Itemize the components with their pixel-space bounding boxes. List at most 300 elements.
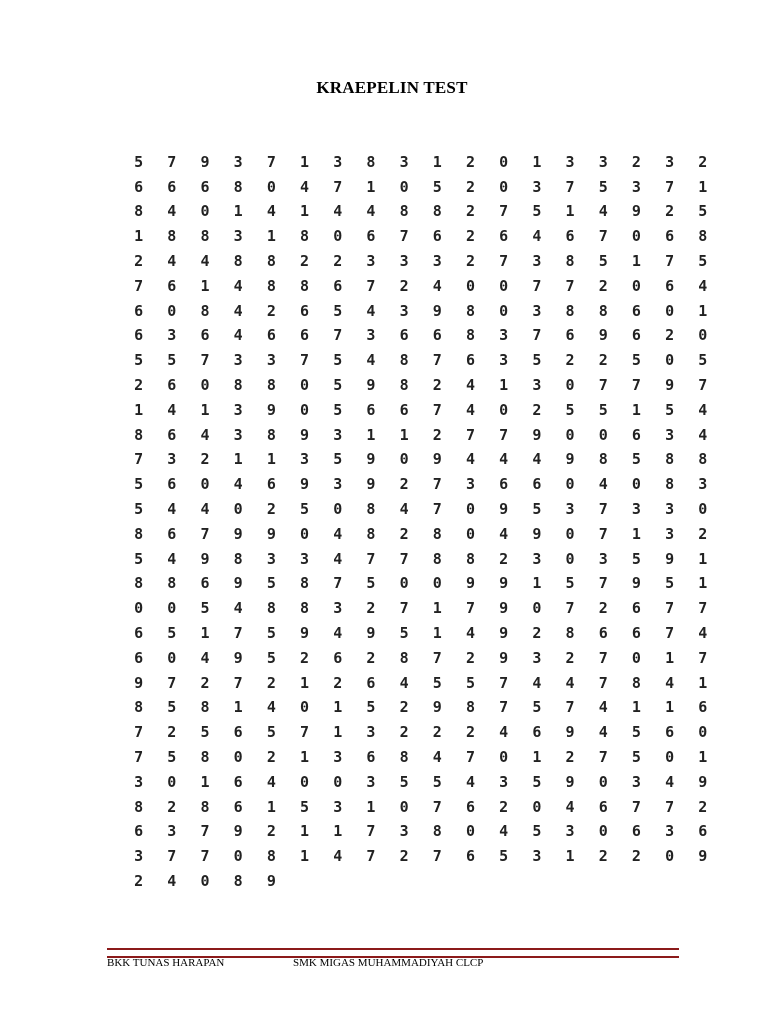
grid-digit: 0 <box>465 276 475 295</box>
grid-digit: 7 <box>499 673 509 692</box>
grid-digit: 8 <box>233 549 243 568</box>
grid-digit: 4 <box>698 276 708 295</box>
grid-digit: 6 <box>465 351 475 370</box>
grid-digit: 5 <box>167 624 177 643</box>
grid-digit: 2 <box>465 252 475 271</box>
grid-digit: 1 <box>665 648 675 667</box>
grid-digit: 4 <box>200 648 210 667</box>
grid-digit: 3 <box>167 822 177 841</box>
grid-digit: 7 <box>698 376 708 395</box>
grid-digit: 1 <box>698 549 708 568</box>
grid-digit: 8 <box>665 450 675 469</box>
grid-digit: 7 <box>200 847 210 866</box>
grid-digit: 9 <box>565 723 575 742</box>
grid-digit: 0 <box>233 748 243 767</box>
grid-digit: 0 <box>167 772 177 791</box>
grid-digit: 4 <box>167 252 177 271</box>
grid-digit: 9 <box>432 301 442 320</box>
grid-digit: 0 <box>333 772 343 791</box>
grid-digit: 7 <box>432 475 442 494</box>
grid-digit: 1 <box>300 202 310 221</box>
grid-digit: 7 <box>465 748 475 767</box>
grid-digit: 6 <box>333 276 343 295</box>
grid-digit: 2 <box>631 152 641 171</box>
grid-digit: 6 <box>266 475 276 494</box>
grid-digit: 0 <box>665 351 675 370</box>
grid-digit: 6 <box>167 475 177 494</box>
grid-digit: 2 <box>399 524 409 543</box>
grid-digit: 5 <box>698 351 708 370</box>
grid-digit: 8 <box>200 797 210 816</box>
grid-digit: 2 <box>631 847 641 866</box>
grid-digit: 0 <box>532 797 542 816</box>
grid-digit: 5 <box>532 500 542 519</box>
grid-digit: 6 <box>598 624 608 643</box>
grid-digit: 0 <box>565 549 575 568</box>
grid-digit: 7 <box>432 351 442 370</box>
grid-digit: 2 <box>134 872 144 890</box>
grid-digit: 9 <box>200 549 210 568</box>
grid-digit: 1 <box>631 252 641 271</box>
grid-digit: 7 <box>233 673 243 692</box>
grid-digit: 7 <box>598 673 608 692</box>
grid-digit: 7 <box>465 599 475 618</box>
grid-digit: 4 <box>598 475 608 494</box>
number-grid <box>122 150 728 894</box>
grid-digit: 9 <box>432 450 442 469</box>
grid-digit: 5 <box>698 202 708 221</box>
grid-digit: 1 <box>266 450 276 469</box>
grid-digit: 5 <box>134 152 144 171</box>
grid-digit: 8 <box>266 252 276 271</box>
grid-digit: 8 <box>366 500 376 519</box>
grid-digit: 3 <box>333 152 343 171</box>
grid-digit: 3 <box>532 549 542 568</box>
grid-digit: 9 <box>366 450 376 469</box>
grid-digit: 5 <box>134 500 144 519</box>
grid-digit: 4 <box>167 400 177 419</box>
grid-digit: 5 <box>432 673 442 692</box>
grid-digit: 7 <box>366 822 376 841</box>
grid-digit: 1 <box>200 772 210 791</box>
grid-digit: 0 <box>598 822 608 841</box>
grid-digit: 9 <box>432 698 442 717</box>
grid-digit: 5 <box>532 698 542 717</box>
grid-digit: 0 <box>665 847 675 866</box>
grid-digit: 6 <box>399 400 409 419</box>
grid-digit: 0 <box>565 376 575 395</box>
grid-digit: 6 <box>167 524 177 543</box>
grid-digit: 5 <box>598 252 608 271</box>
grid-digit: 4 <box>233 599 243 618</box>
grid-digit: 4 <box>598 723 608 742</box>
grid-digit: 1 <box>366 425 376 444</box>
grid-digit: 6 <box>665 227 675 246</box>
grid-digit: 7 <box>167 847 177 866</box>
grid-digit: 7 <box>134 276 144 295</box>
grid-digit: 0 <box>200 872 210 890</box>
grid-digit: 3 <box>432 252 442 271</box>
grid-digit: 7 <box>134 723 144 742</box>
grid-digit: 8 <box>399 202 409 221</box>
grid-digit: 4 <box>432 748 442 767</box>
grid-digit: 4 <box>665 772 675 791</box>
grid-digit: 1 <box>233 450 243 469</box>
grid-digit: 0 <box>399 177 409 196</box>
grid-digit: 2 <box>432 723 442 742</box>
grid-digit: 2 <box>698 152 708 171</box>
grid-digit: 7 <box>665 599 675 618</box>
grid-digit: 0 <box>167 599 177 618</box>
grid-digit: 5 <box>565 400 575 419</box>
grid-digit: 5 <box>266 648 276 667</box>
grid-digit: 3 <box>532 252 542 271</box>
grid-digit: 7 <box>200 351 210 370</box>
grid-digit: 7 <box>598 574 608 593</box>
grid-digit: 8 <box>399 351 409 370</box>
grid-digit: 3 <box>366 326 376 345</box>
grid-digit: 8 <box>399 648 409 667</box>
grid-digit: 3 <box>631 177 641 196</box>
grid-digit: 3 <box>665 152 675 171</box>
grid-digit: 4 <box>465 450 475 469</box>
grid-digit: 8 <box>134 574 144 593</box>
grid-digit: 0 <box>698 500 708 519</box>
grid-digit: 7 <box>134 450 144 469</box>
grid-digit: 4 <box>499 450 509 469</box>
grid-digit: 2 <box>698 524 708 543</box>
grid-digit: 3 <box>465 475 475 494</box>
grid-digit: 7 <box>565 177 575 196</box>
grid-digit: 8 <box>399 748 409 767</box>
grid-digit: 7 <box>399 549 409 568</box>
grid-digit: 8 <box>266 376 276 395</box>
grid-digit: 5 <box>300 500 310 519</box>
grid-digit: 6 <box>300 301 310 320</box>
grid-digit: 5 <box>134 351 144 370</box>
grid-digit: 9 <box>266 872 276 890</box>
grid-digit: 8 <box>134 797 144 816</box>
grid-digit: 4 <box>465 624 475 643</box>
grid-digit: 1 <box>366 797 376 816</box>
grid-digit: 7 <box>532 326 542 345</box>
grid-digit: 5 <box>333 301 343 320</box>
grid-digit: 2 <box>200 673 210 692</box>
grid-digit: 6 <box>134 326 144 345</box>
grid-digit: 9 <box>134 673 144 692</box>
grid-digit: 2 <box>200 450 210 469</box>
grid-digit: 8 <box>167 227 177 246</box>
grid-digit: 3 <box>532 376 542 395</box>
grid-digit: 8 <box>233 872 243 890</box>
grid-digit: 6 <box>134 301 144 320</box>
grid-digit: 4 <box>300 177 310 196</box>
grid-digit: 8 <box>631 673 641 692</box>
grid-digit: 2 <box>366 599 376 618</box>
grid-digit: 5 <box>266 574 276 593</box>
grid-digit: 3 <box>333 797 343 816</box>
grid-digit: 8 <box>200 227 210 246</box>
grid-digit: 8 <box>233 252 243 271</box>
grid-digit: 8 <box>233 376 243 395</box>
grid-digit: 4 <box>465 376 475 395</box>
grid-digit: 4 <box>233 475 243 494</box>
grid-digit: 8 <box>266 425 276 444</box>
grid-digit: 5 <box>333 376 343 395</box>
grid-digit: 2 <box>532 624 542 643</box>
grid-digit: 4 <box>200 425 210 444</box>
grid-digit: 9 <box>499 500 509 519</box>
grid-digit: 2 <box>266 673 276 692</box>
grid-digit: 4 <box>266 202 276 221</box>
grid-digit: 0 <box>698 723 708 742</box>
grid-digit: 5 <box>532 351 542 370</box>
grid-digit: 5 <box>598 400 608 419</box>
grid-digit: 5 <box>200 723 210 742</box>
grid-digit: 3 <box>598 549 608 568</box>
grid-digit: 6 <box>565 326 575 345</box>
grid-digit: 5 <box>532 822 542 841</box>
grid-digit: 0 <box>233 500 243 519</box>
grid-digit: 6 <box>366 227 376 246</box>
grid-digit: 4 <box>598 698 608 717</box>
grid-digit: 0 <box>532 599 542 618</box>
grid-digit: 3 <box>565 500 575 519</box>
grid-digit: 1 <box>134 227 144 246</box>
grid-digit: 3 <box>532 301 542 320</box>
grid-digit: 7 <box>333 574 343 593</box>
grid-digit: 3 <box>233 351 243 370</box>
grid-digit: 9 <box>698 772 708 791</box>
grid-digit: 3 <box>399 252 409 271</box>
grid-digit: 8 <box>266 276 276 295</box>
grid-digit: 0 <box>200 475 210 494</box>
grid-digit: 1 <box>565 202 575 221</box>
grid-digit: 5 <box>333 351 343 370</box>
grid-digit: 0 <box>499 748 509 767</box>
grid-digit: 2 <box>698 797 708 816</box>
grid-digit: 4 <box>333 524 343 543</box>
grid-digit: 8 <box>366 524 376 543</box>
grid-digit: 3 <box>532 648 542 667</box>
grid-digit: 4 <box>200 252 210 271</box>
grid-digit: 7 <box>167 152 177 171</box>
grid-digit: 6 <box>266 326 276 345</box>
grid-digit: 3 <box>300 450 310 469</box>
grid-digit: 7 <box>631 376 641 395</box>
grid-digit: 9 <box>532 425 542 444</box>
grid-digit: 7 <box>665 177 675 196</box>
grid-digit: 4 <box>465 400 475 419</box>
grid-digit: 3 <box>366 772 376 791</box>
grid-digit: 0 <box>598 772 608 791</box>
grid-digit: 7 <box>399 599 409 618</box>
grid-digit: 1 <box>532 152 542 171</box>
grid-digit: 2 <box>465 648 475 667</box>
grid-digit: 3 <box>499 326 509 345</box>
grid-digit: 4 <box>167 500 177 519</box>
grid-digit: 1 <box>698 748 708 767</box>
grid-digit: 9 <box>200 152 210 171</box>
grid-digit: 4 <box>233 301 243 320</box>
grid-digit: 8 <box>598 301 608 320</box>
grid-digit: 9 <box>499 599 509 618</box>
grid-digit: 1 <box>399 425 409 444</box>
grid-digit: 5 <box>134 475 144 494</box>
grid-digit: 2 <box>465 177 475 196</box>
grid-digit: 0 <box>399 574 409 593</box>
grid-digit: 7 <box>333 177 343 196</box>
grid-digit: 9 <box>698 847 708 866</box>
grid-digit: 7 <box>432 500 442 519</box>
grid-digit: 0 <box>631 276 641 295</box>
grid-digit: 0 <box>565 524 575 543</box>
grid-digit: 3 <box>366 252 376 271</box>
grid-digit: 8 <box>698 450 708 469</box>
grid-digit: 8 <box>432 822 442 841</box>
grid-digit: 5 <box>565 574 575 593</box>
grid-digit: 8 <box>300 227 310 246</box>
grid-digit: 5 <box>266 624 276 643</box>
grid-digit: 4 <box>598 202 608 221</box>
grid-digit: 8 <box>399 376 409 395</box>
grid-digit: 4 <box>698 400 708 419</box>
grid-digit: 7 <box>665 797 675 816</box>
grid-digit: 5 <box>333 400 343 419</box>
grid-digit: 1 <box>499 376 509 395</box>
grid-digit: 4 <box>532 227 542 246</box>
grid-digit: 0 <box>499 177 509 196</box>
footer-right-text: SMK MIGAS MUHAMMADIYAH CLCP <box>293 957 484 969</box>
grid-digit: 0 <box>631 227 641 246</box>
grid-digit: 6 <box>665 276 675 295</box>
grid-digit: 0 <box>134 599 144 618</box>
grid-digit: 3 <box>134 772 144 791</box>
grid-digit: 6 <box>300 326 310 345</box>
grid-digit: 4 <box>698 425 708 444</box>
grid-digit: 6 <box>167 177 177 196</box>
grid-digit: 2 <box>532 400 542 419</box>
grid-digit: 9 <box>565 450 575 469</box>
grid-digit: 0 <box>665 301 675 320</box>
grid-digit: 2 <box>565 748 575 767</box>
grid-digit: 9 <box>366 624 376 643</box>
grid-digit: 1 <box>134 400 144 419</box>
grid-digit: 1 <box>266 227 276 246</box>
grid-digit: 3 <box>233 425 243 444</box>
grid-digit: 5 <box>432 772 442 791</box>
grid-digit: 4 <box>233 326 243 345</box>
grid-digit: 0 <box>300 524 310 543</box>
grid-digit: 2 <box>465 152 475 171</box>
grid-digit: 5 <box>665 400 675 419</box>
grid-digit: 1 <box>565 847 575 866</box>
grid-digit: 0 <box>665 748 675 767</box>
grid-digit: 1 <box>665 698 675 717</box>
grid-digit: 1 <box>266 797 276 816</box>
grid-digit: 0 <box>631 475 641 494</box>
grid-digit: 2 <box>266 748 276 767</box>
grid-digit: 9 <box>631 202 641 221</box>
grid-digit: 2 <box>300 648 310 667</box>
grid-digit: 0 <box>565 475 575 494</box>
grid-digit: 8 <box>366 152 376 171</box>
grid-digit: 2 <box>565 648 575 667</box>
grid-digit: 2 <box>399 475 409 494</box>
grid-digit: 0 <box>499 400 509 419</box>
grid-digit: 3 <box>665 425 675 444</box>
grid-digit: 6 <box>233 723 243 742</box>
grid-digit: 9 <box>300 425 310 444</box>
grid-digit: 5 <box>631 723 641 742</box>
grid-digit: 3 <box>266 351 276 370</box>
grid-digit: 1 <box>698 574 708 593</box>
grid-digit: 7 <box>167 673 177 692</box>
grid-digit: 9 <box>499 574 509 593</box>
grid-digit: 0 <box>432 574 442 593</box>
grid-digit: 1 <box>532 748 542 767</box>
grid-digit: 2 <box>399 276 409 295</box>
grid-digit: 9 <box>266 524 276 543</box>
grid-digit: 7 <box>366 549 376 568</box>
grid-digit: 3 <box>333 475 343 494</box>
grid-digit: 6 <box>200 574 210 593</box>
grid-digit: 2 <box>167 723 177 742</box>
grid-digit: 5 <box>532 772 542 791</box>
grid-digit: 1 <box>333 723 343 742</box>
grid-digit: 4 <box>565 797 575 816</box>
grid-digit: 2 <box>565 351 575 370</box>
grid-digit: 0 <box>300 698 310 717</box>
grid-digit: 9 <box>665 549 675 568</box>
grid-digit: 3 <box>631 500 641 519</box>
grid-digit: 2 <box>134 252 144 271</box>
grid-digit: 2 <box>300 252 310 271</box>
grid-digit: 7 <box>499 425 509 444</box>
grid-digit: 2 <box>333 252 343 271</box>
grid-digit: 6 <box>432 227 442 246</box>
grid-digit: 3 <box>266 549 276 568</box>
grid-digit: 1 <box>631 524 641 543</box>
grid-digit: 0 <box>266 177 276 196</box>
grid-digit: 8 <box>200 301 210 320</box>
grid-digit: 6 <box>532 723 542 742</box>
grid-digit: 9 <box>366 475 376 494</box>
grid-digit: 2 <box>399 698 409 717</box>
grid-digit: 4 <box>499 822 509 841</box>
grid-digit: 8 <box>565 252 575 271</box>
grid-digit: 4 <box>266 698 276 717</box>
grid-digit: 8 <box>266 847 276 866</box>
grid-digit: 8 <box>465 549 475 568</box>
grid-digit: 0 <box>399 450 409 469</box>
grid-digit: 5 <box>266 723 276 742</box>
grid-digit: 6 <box>499 227 509 246</box>
grid-digit: 4 <box>366 202 376 221</box>
grid-digit: 8 <box>698 227 708 246</box>
grid-digit: 9 <box>598 326 608 345</box>
grid-digit: 6 <box>134 177 144 196</box>
grid-digit: 0 <box>333 500 343 519</box>
grid-digit: 9 <box>499 624 509 643</box>
grid-digit: 2 <box>465 227 475 246</box>
grid-digit: 5 <box>399 624 409 643</box>
grid-digit: 7 <box>499 252 509 271</box>
grid-digit: 1 <box>200 624 210 643</box>
grid-digit: 3 <box>399 301 409 320</box>
grid-digit: 4 <box>399 500 409 519</box>
grid-digit: 3 <box>333 748 343 767</box>
